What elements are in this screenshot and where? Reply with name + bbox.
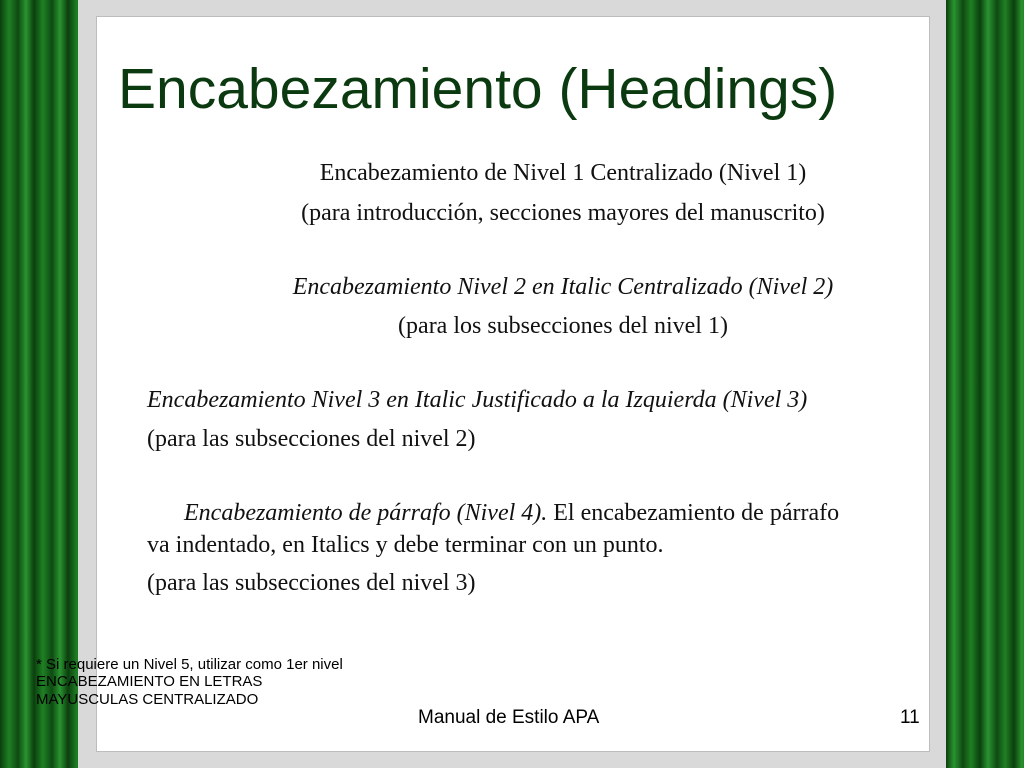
right-curtain-decoration	[946, 0, 1024, 768]
footnote-line3: MAYUSCULAS CENTRALIZADO	[36, 690, 259, 708]
level4-text-line2: va indentado, en Italics y debe terminar con un punto.	[147, 532, 664, 558]
level2-heading: Encabezamiento Nivel 2 en Italic Centralizado (Nivel 2)	[292, 274, 834, 300]
level3-note: (para las subsecciones del nivel 2)	[147, 426, 476, 452]
level3-heading: Encabezamiento Nivel 3 en Italic Justificado a la Izquierda (Nivel 3)	[147, 387, 808, 413]
level2-note: (para los subsecciones del nivel 1)	[398, 313, 728, 339]
level1-heading: Encabezamiento de Nivel 1 Centralizado (Nivel 1)	[319, 160, 807, 186]
level4-note: (para las subsecciones del nivel 3)	[147, 570, 476, 596]
left-curtain-decoration	[0, 0, 78, 768]
level4-paragraph-line1	[184, 500, 839, 526]
footer-title: Manual de Estilo APA	[418, 707, 600, 728]
page-number: 11	[900, 707, 920, 728]
level4-text-line1: El encabezamiento de párrafo	[553, 500, 840, 526]
footnote	[36, 656, 416, 708]
slide-canvas	[96, 16, 930, 752]
footnote-line2: ENCABEZAMIENTO EN LETRAS	[36, 673, 263, 691]
slide-title: Encabezamiento (Headings)	[118, 57, 838, 121]
level4-heading: Encabezamiento de párrafo (Nivel 4).	[184, 500, 548, 526]
footnote-line1: * Si requiere un Nivel 5, utilizar como 1er nivel	[36, 656, 343, 673]
level1-note: (para introducción, secciones mayores del manuscrito)	[301, 200, 825, 226]
